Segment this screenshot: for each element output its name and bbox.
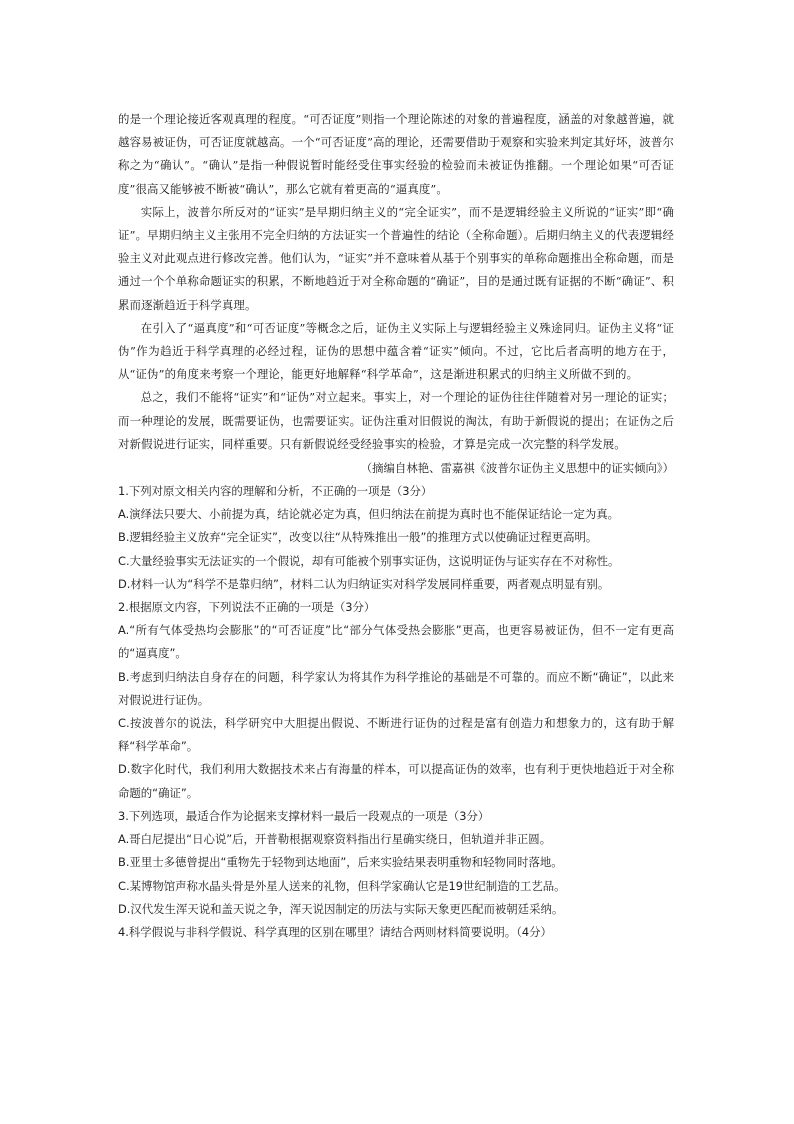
question-4-stem: 4.科学假说与非科学假说、科学真理的区别在哪里？请结合两则材料简要说明。（4分） [118,924,552,939]
reading-passage [118,108,674,456]
passage-paragraph: 实际上，波普尔所反对的“证实”是早期归纳主义的“完全证实”，而不是逻辑经验主义所说的“证实”即“确证”。早期归纳主义主张用不完全归纳的方法证实一个普遍性的结论（全称命题）。后期归纳主义的代表逻辑经验主义对此观点进行修改完善。他们认为，“证实”并不意味着从基于个别事实的单称命题推出全称命题，而是通过一个个单称命题证实的积累，不断地趋近于对全称命题的“确证”，目的是通过既有证据的不断“确证”、积累而逐渐趋近于科学真理。 [118,204,674,312]
question-list [118,480,674,944]
question-3-stem: 3.下列选项，最适合作为论据来支撑材料一最后一段观点的一项是（3分） [118,808,490,823]
question-3-option-d: D.汉代发生浑天说和盖天说之争，浑天说因制定的历法与实际天象更匹配而被朝廷采纳。 [118,901,564,916]
question-2-option-a: A.“所有气体受热均会膨胀”的“可否证度”比“部分气体受热会膨胀”更高，也更容易被证伪，但不一定有更高的“逼真度”。 [118,623,674,661]
question-2-option-c: C.按波普尔的说法，科学研究中大胆提出假说、不断进行证伪的过程是富有创造力和想象力的，这有助于解释“科学革命”。 [118,716,674,754]
passage-paragraph: 在引入了“逼真度”和“可否证度”等概念之后，证伪主义实际上与逻辑经验主义殊途同归。证伪主义将“证伪”作为趋近于科学真理的必经过程，证伪的思想中蕴含着“证实”倾向。不过，它比后者高明的地方在于，从“证伪”的角度来考察一个理论，能更好地解释“科学革命”，这是渐进积累式的归纳主义所做不到的。 [118,320,674,382]
question-2-option-b: B.考虑到归纳法自身存在的问题，科学家认为将其作为科学推论的基础是不可靠的。而应不断“确证”，以此来对假说进行证伪。 [118,669,674,707]
passage-paragraph: 总之，我们不能将“证实”和“证伪”对立起来。事实上，对一个理论的证伪往往伴随着对另一理论的证实；而一种理论的发展，既需要证伪，也需要证实。证伪注重对旧假说的淘汰，有助于新假说的提出；在证伪之后对新假说进行证实，同样重要。只有新假说经受经验事实的检验，才算是完成一次完整的科学发展。 [118,390,674,451]
question-1-option-a: A.演绎法只要大、小前提为真，结论就必定为真，但归纳法在前提为真时也不能保证结论一定为真。 [118,507,620,522]
question-2-option-d: D.数字化时代，我们利用大数据技术来占有海量的样本，可以提高证伪的效率，也有利于更快地趋近于对全称命题的“确证”。 [118,762,674,800]
question-1-option-c: C.大量经验事实无法证实的一个假说，却有可能被个别事实证伪，这说明证伪与证实存在不对称性。 [118,553,620,568]
question-3-option-c: C.某博物馆声称水晶头骨是外星人送来的礼物，但科学家确认它是19世纪制造的工艺品。 [118,878,566,893]
question-3-option-b: B.亚里士多德曾提出“重物先于轻物到达地面”，后来实验结果表明重物和轻物同时落地。 [118,855,563,870]
question-3-option-a: A.哥白尼提出“日心说”后，开普勒根据观察资料指出行星确实绕日，但轨道并非正圆。 [118,832,552,847]
question-1-option-b: B.逻辑经验主义放弃“完全证实”，改变以往“从特殊推出一般”的推理方式以使确证过程更高明。 [118,530,598,545]
source-citation: （摘编自林艳、雷嘉祺《波普尔证伪主义思想中的证实倾向》） [360,461,674,476]
question-2-stem: 2.根据原文内容，下列说法不正确的一项是（3分） [118,600,376,615]
question-1-stem: 1.下列对原文相关内容的理解和分析，不正确的一项是（3分） [118,484,433,499]
question-1-option-d: D.材料一认为“科学不是靠归纳”，材料二认为归纳证实对科学发展同样重要，两者观点明显有别。 [118,576,610,591]
passage-paragraph: 的是一个理论接近客观真理的程度。“可否证度”则指一个理论陈述的对象的普遍程度，涵盖的对象越普遍，就越容易被证伪，可否证度就越高。一个“可否证度”高的理论，还需要借助于观察和实验来判定其好坏，波普尔称之为“确认”。“确认”是指一种假说暂时能经受住事实经验的检验而未被证伪推翻。一个理论如果“可否证度”很高又能够被不断被“确认”，那么它就有着更高的“逼真度”。 [118,112,674,196]
